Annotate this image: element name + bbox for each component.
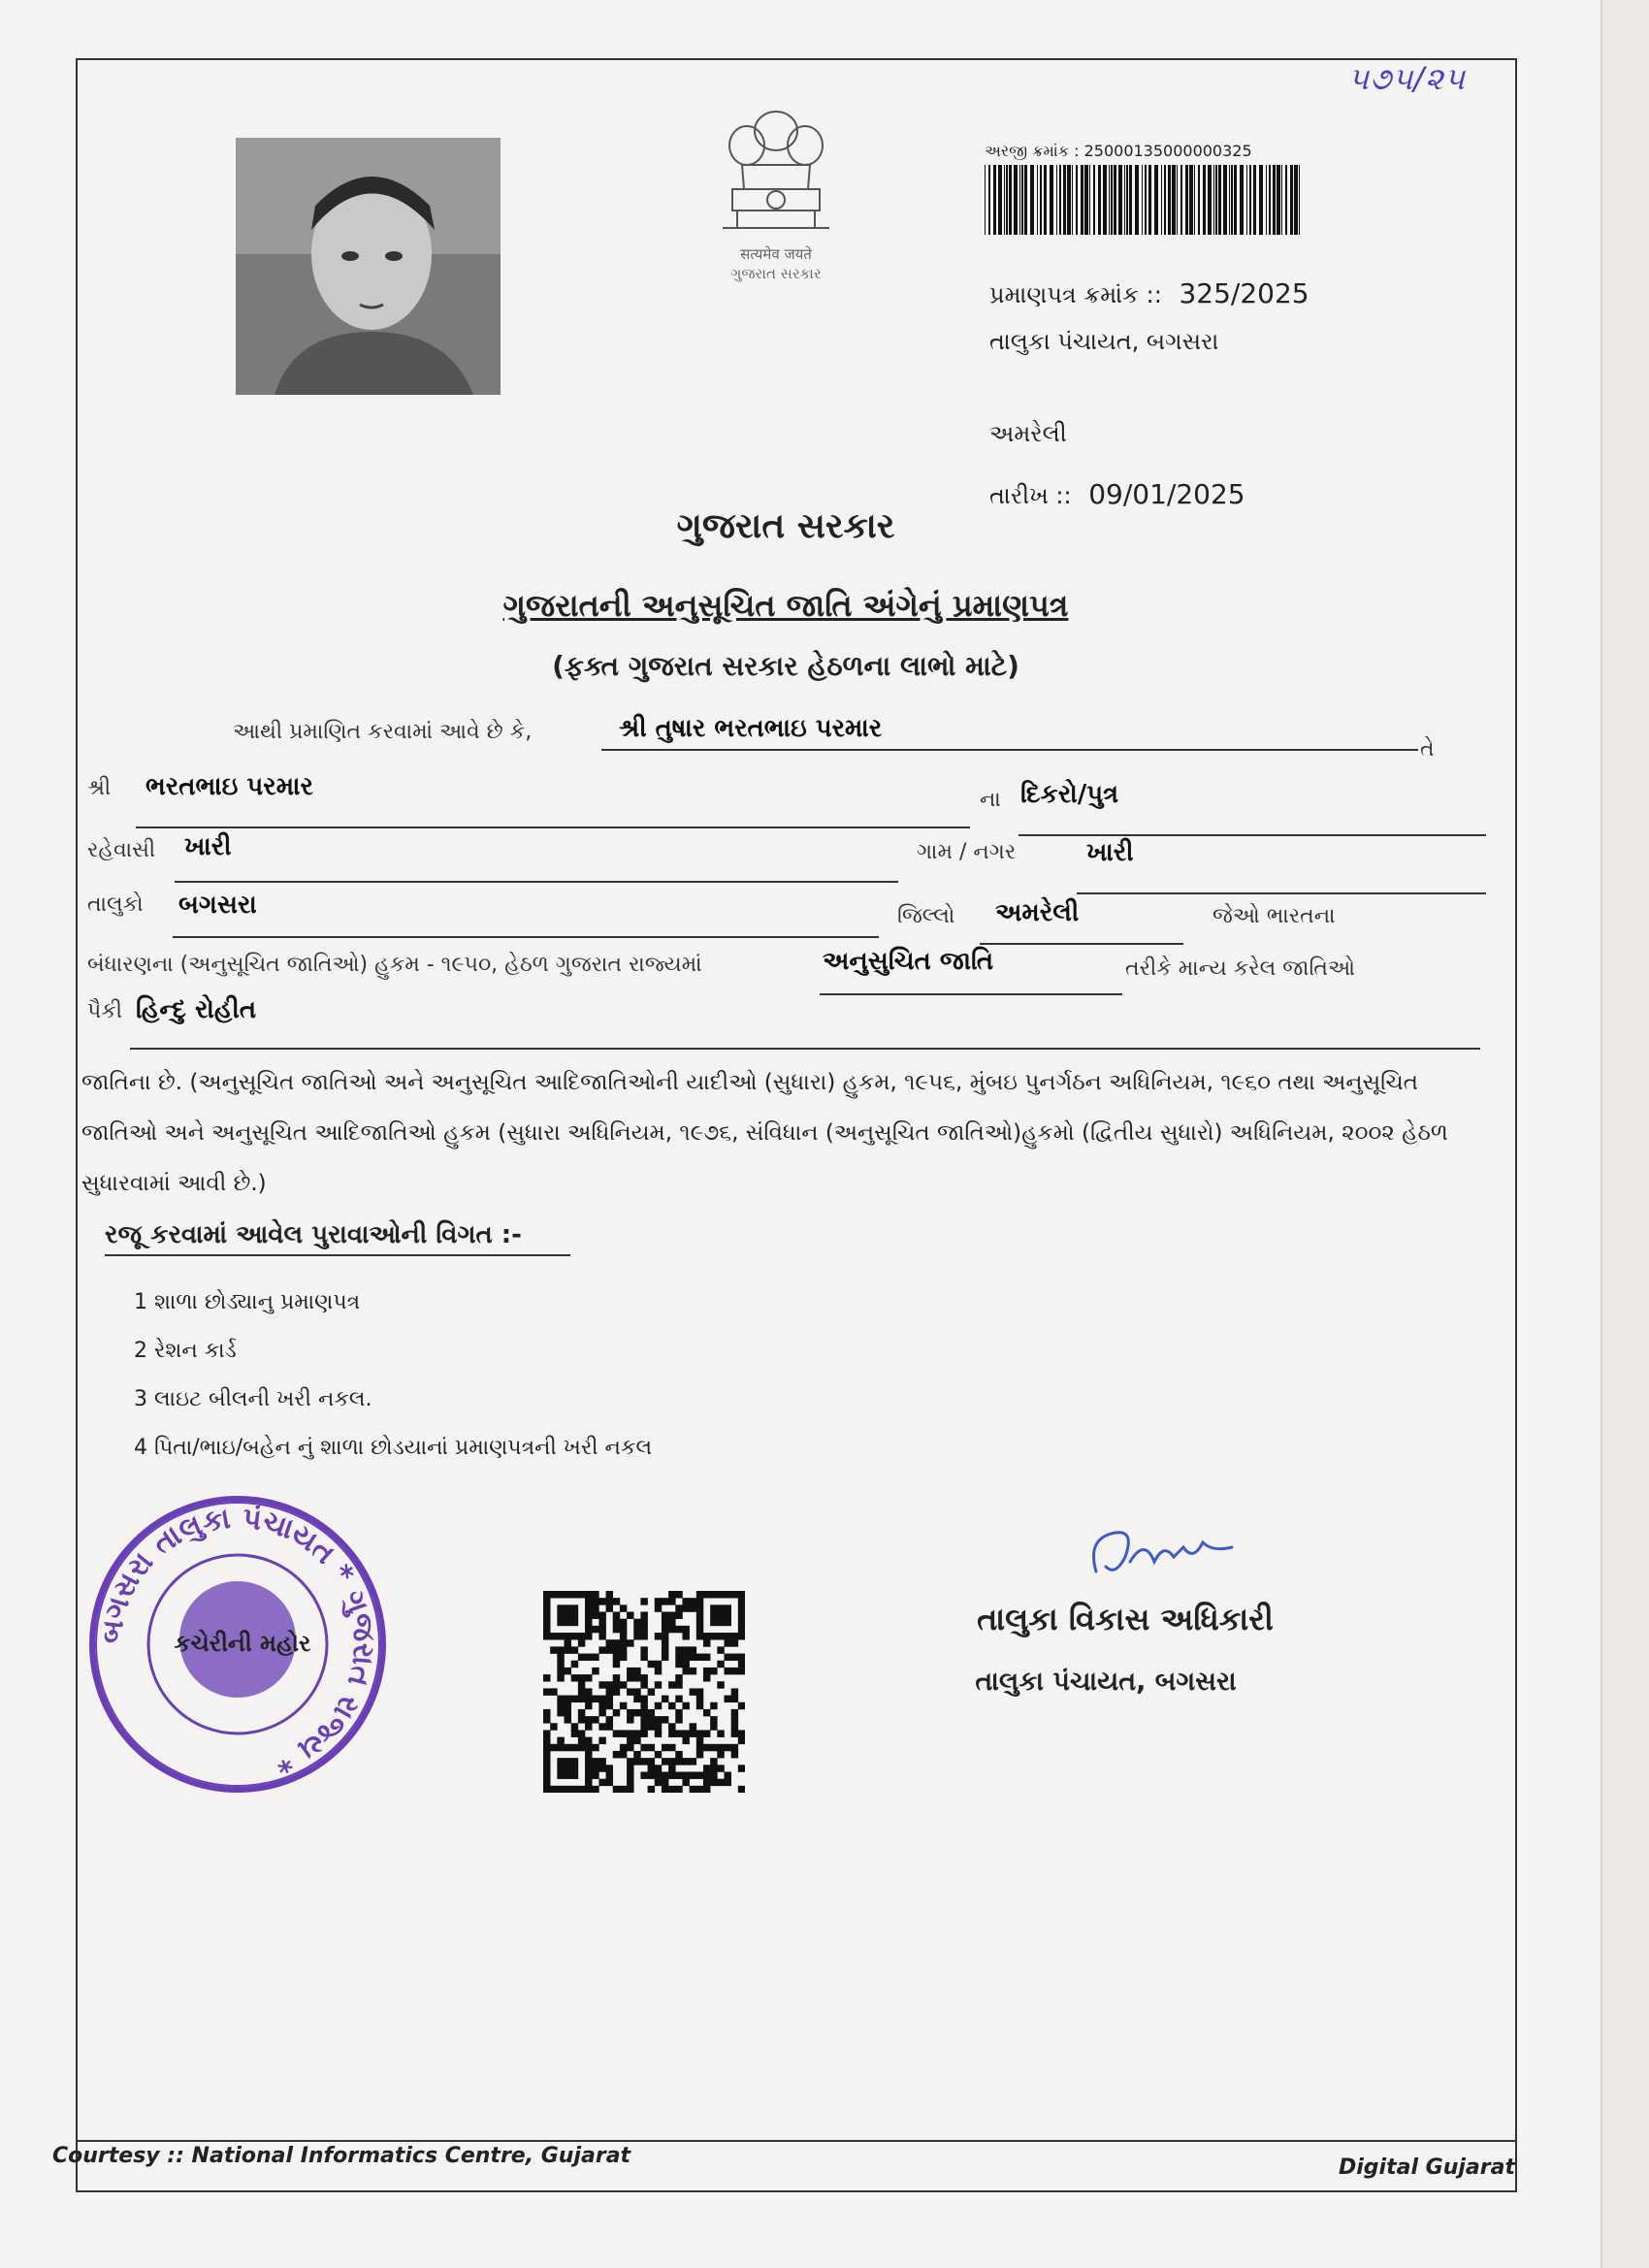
barcode bbox=[985, 165, 1305, 235]
constitution-text: બંધારણના (અનુસૂચિત જાતિઓ) હુકમ - ૧૯૫૦, હેઠળ ગુજરાત રાજ્યમાં bbox=[87, 953, 702, 977]
certificate-subtitle: (ફક્ત ગુજરાત સરકાર હેઠળના લાભો માટે) bbox=[552, 650, 1019, 682]
evidence-heading-underline bbox=[105, 1254, 570, 1256]
handwritten-number: ૫૭૫/૨૫ bbox=[1348, 60, 1466, 97]
official-seal-icon bbox=[78, 1484, 398, 1804]
caste: હિન્દુ રોહીત bbox=[136, 995, 257, 1024]
relation-line bbox=[1018, 834, 1486, 836]
issuing-district: અમરેલી bbox=[989, 420, 1067, 447]
emblem-motto-line1: सत्यमेव जयते bbox=[740, 245, 812, 263]
evidence-list bbox=[134, 1279, 652, 1473]
evidence-heading bbox=[105, 1220, 570, 1256]
issue-date-value: 09/01/2025 bbox=[1088, 478, 1245, 510]
na-label: ના bbox=[980, 788, 1001, 812]
signatory-office: તાલુકા પંચાયત, બગસરા bbox=[975, 1667, 1237, 1697]
application-number-label: અરજી ક્રમાંક bbox=[985, 142, 1070, 160]
certificate-title: ગુજરાતની અનુસૂચિત જાતિ અંગેનું પ્રમાણપત્ર bbox=[502, 587, 1069, 624]
caste-line bbox=[130, 1048, 1480, 1050]
taluka-label: તાલુકો bbox=[87, 892, 144, 917]
resident-label: રહેવાસી bbox=[87, 838, 156, 862]
footer-courtesy: Courtesy :: National Informatics Centre, Gujarat bbox=[52, 2144, 631, 2168]
signatory-title: તાલુકા વિકાસ અધિકારી bbox=[977, 1601, 1274, 1637]
india-label: જેઓ ભારતના bbox=[1212, 904, 1336, 928]
district-label: જિલ્લો bbox=[897, 904, 955, 928]
intro-label: આથી પ્રમાણિત કરવામાં આવે છે કે, bbox=[233, 720, 533, 744]
certificate-number bbox=[989, 277, 1310, 309]
issue-date-label: તારીખ :: bbox=[989, 482, 1072, 509]
evidence-item: 1 શાળા છોડ્યાનુ પ્રમાણપત્ર bbox=[134, 1290, 361, 1314]
footer-brand: Digital Gujarat bbox=[1339, 2155, 1515, 2180]
government-heading: ગુજરાત સરકાર bbox=[676, 506, 895, 546]
footer-rule bbox=[78, 2140, 1515, 2142]
category: અનુસુચિત જાતિ bbox=[823, 947, 994, 976]
te-label: તે bbox=[1420, 737, 1435, 761]
certificate-number-value: 325/2025 bbox=[1179, 277, 1310, 309]
legal-paragraph: જાતિના છે. (અનુસૂચિત જાતિઓ અને અનુસૂચિત આદિજાતિઓની યાદીઓ (સુધારા) હુકમ, ૧૯૫૬, મુંબઇ પુનર્ગઠન અધિનિયમ, ૧૯૬૦ તથા અનુસૂચિત જાતિઓ અને અનુસૂચિત આદિજાતિઓ હુકમ (સુધારા અધિનિયમ, ૧૯૭૬, સંવિધાન (અનુસૂચિત જાતિઓ)હુકમો (દ્વિતીય સુધારો) અધિનિયમ, ૨૦૦૨ હેઠળ સુધારવામાં આવી છે.) bbox=[81, 1070, 1448, 1196]
evidence-item: 2 રેશન કાર્ડ bbox=[134, 1339, 237, 1363]
father-name-line bbox=[136, 826, 970, 828]
relation: દિકરો/પુત્ર bbox=[1020, 780, 1119, 809]
applicant-name-line bbox=[601, 749, 1418, 751]
father-name: ભરતભાઇ પરમાર bbox=[146, 772, 313, 801]
shri-label: શ્રી bbox=[87, 776, 112, 800]
issuing-office: તાલુકા પંચાયત, બગસરા bbox=[989, 328, 1219, 355]
district: અમરેલી bbox=[995, 898, 1080, 927]
applicant-name: શ્રી તુષાર ભરતભાઇ પરમાર bbox=[619, 714, 883, 743]
application-number: અરજી ક્રમાંક : 25000135000000325 bbox=[985, 142, 1252, 160]
resident: ખારી bbox=[184, 832, 232, 861]
category-line bbox=[820, 993, 1122, 995]
recognized-text: તરીકે માન્ય કરેલ જાતિઓ bbox=[1125, 956, 1355, 981]
village-line bbox=[1077, 892, 1486, 894]
taluka: બગસરા bbox=[178, 891, 257, 920]
emblem-motto-line2: ગુજરાત સરકાર bbox=[730, 265, 822, 282]
resident-line bbox=[175, 881, 898, 883]
village-label: ગામ / નગર bbox=[917, 840, 1017, 864]
seal-ring-text: બગસરા તાલુકા પંચાયત * ગુજરાત રાજ્ય * bbox=[94, 1501, 381, 1780]
signature-icon bbox=[1077, 1518, 1251, 1596]
evidence-item: 3 લાઇટ બીલની ખરી નકલ. bbox=[134, 1387, 372, 1411]
evidence-item: 4 પિતા/ભાઇ/બહેન નું શાળા છોડયાનાં પ્રમાણપત્રની ખરી નકલ bbox=[134, 1436, 653, 1460]
scan-edge bbox=[1600, 0, 1649, 2268]
village: ખારી bbox=[1086, 838, 1134, 867]
certificate-number-label: પ્રમાણપત્ર ક્રમાંક :: bbox=[989, 281, 1162, 308]
among-label: પૈકી bbox=[87, 999, 123, 1023]
qr-code bbox=[543, 1591, 745, 1793]
district-line bbox=[980, 943, 1183, 945]
seal-center-text: કચેરીની મહોર bbox=[174, 1630, 311, 1657]
applicant-photo bbox=[236, 138, 501, 395]
taluka-line bbox=[173, 936, 879, 938]
emblem-motto bbox=[679, 244, 873, 283]
evidence-heading-text: રજૂ કરવામાં આવેલ પુરાવાઓની વિગત :- bbox=[105, 1220, 522, 1249]
application-number-value: 25000135000000325 bbox=[1083, 142, 1252, 160]
